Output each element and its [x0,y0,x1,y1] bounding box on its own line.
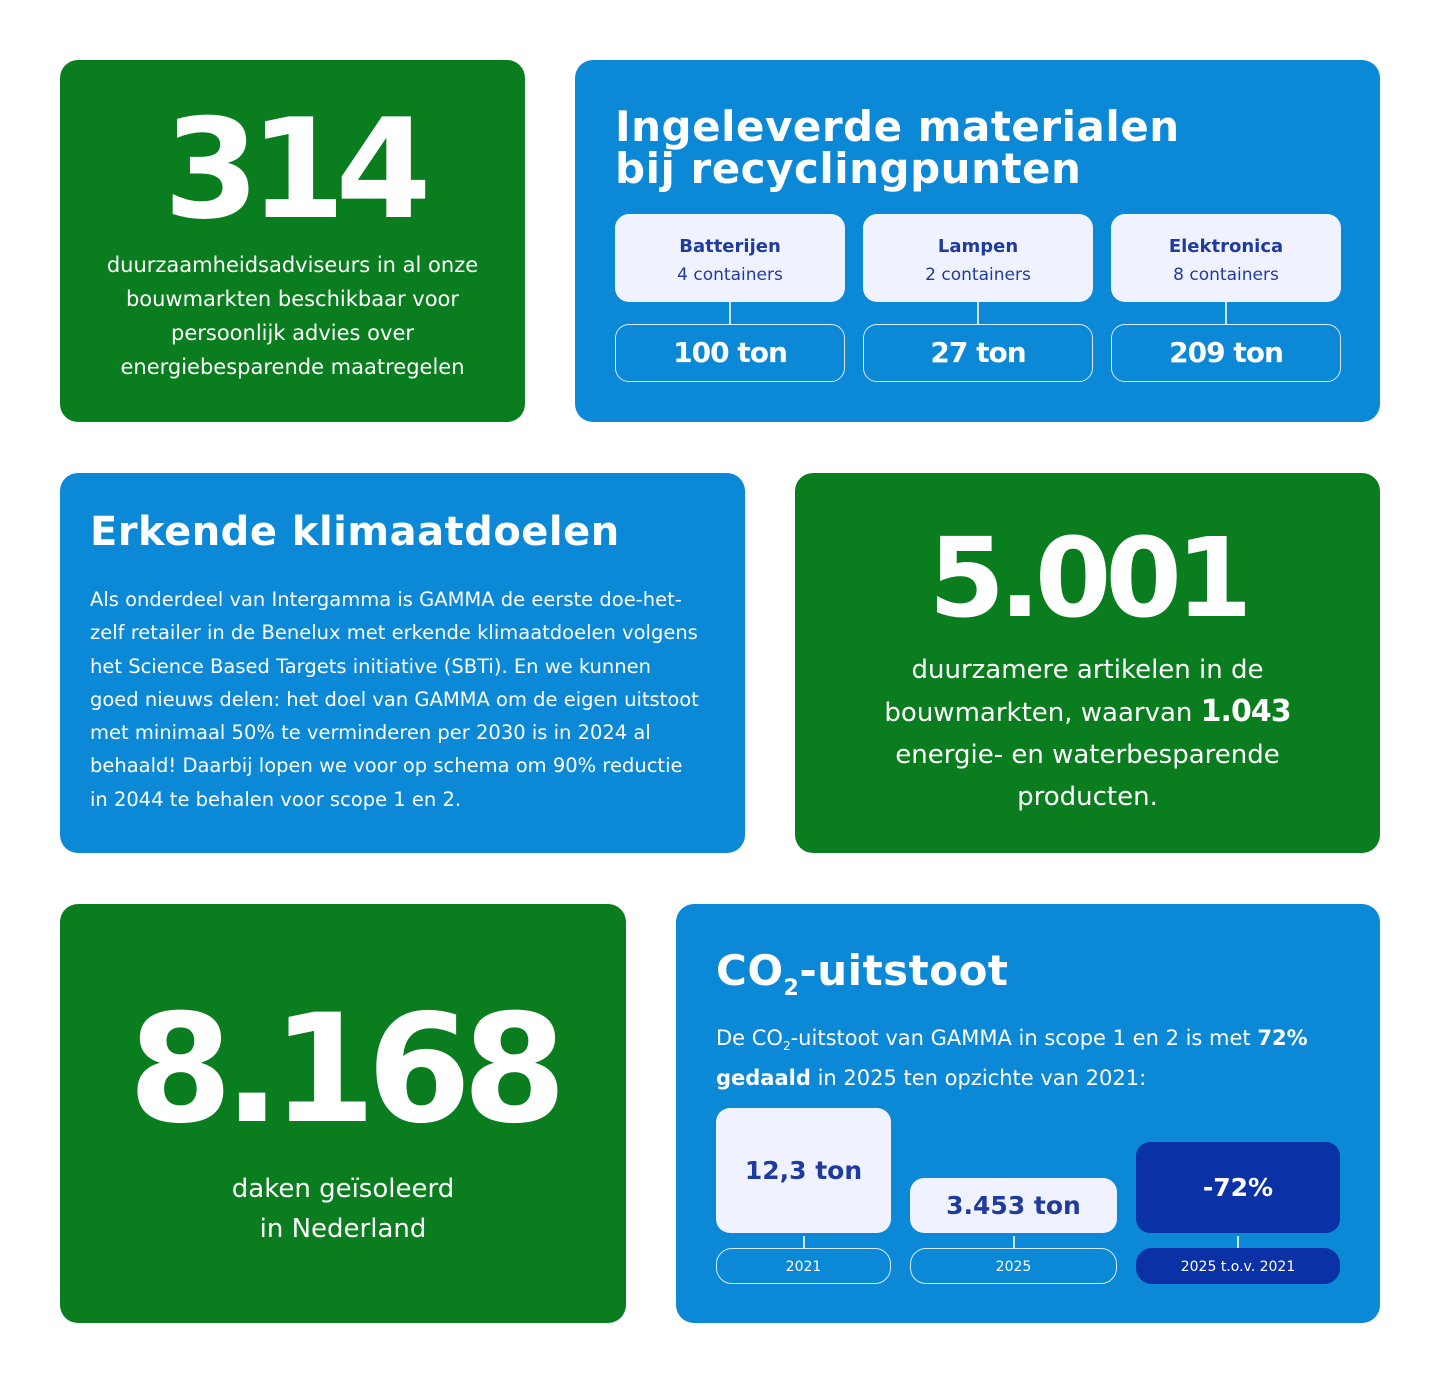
material-name: Elektronica [1168,236,1284,257]
material-amount: 27 ton [863,324,1093,382]
material-amount: 209 ton [1111,324,1341,382]
advisors-card [60,60,525,422]
material-containers: 2 containers [925,265,1031,285]
connector-line [1225,302,1227,324]
co2-body-end: in 2025 ten opzichte van 2021: [810,1066,1147,1091]
co2-title-suffix: -uitstoot [799,946,1009,995]
material-box [615,214,845,302]
material-batterijen [615,214,845,382]
material-box [1111,214,1341,302]
climate-body: Als onderdeel van Intergamma is GAMMA de eerste doe-het-zelf retailer in de Benelux met erkende klimaatdoelen volgens het Science Based Targets initiative (SBTi). En we kunnen goed nieuws delen: het doel van GAMMA om de eigen uitstoot met minimaal 50% te verminderen per 2030 is in 2024 al behaald! Daarbij lopen we voor op schema om 90% reductie in 2044 te behalen voor scope 1 en 2. [90,588,699,811]
co2-bar-2021 [716,1108,891,1284]
roofs-number: 8.168 [128,983,558,1157]
articles-text-before: duurzamere artikelen in de bouwmarkten, waarvan [884,655,1264,728]
material-name: Batterijen [679,236,781,257]
material-name: Lampen [937,236,1019,257]
articles-highlight: 1.043 [1200,694,1291,729]
material-amount: 100 ton [615,324,845,382]
advisors-number: 314 [163,89,422,250]
material-containers: 8 containers [1173,265,1279,285]
recycling-title [615,102,1315,193]
recycling-title-line1: Ingeleverde materialen [615,102,1180,151]
material-containers: 4 containers [677,265,783,285]
co2-body-bold: 72% gedaald [716,1026,1308,1091]
co2-bar-value: 12,3 ton [716,1108,891,1233]
roofs-line2: in Nederland [259,1214,427,1244]
material-lampen [863,214,1093,382]
recycling-title-line2: bij recyclingpunten [615,144,1082,193]
recycling-card [575,60,1380,422]
connector-line [1237,1236,1239,1248]
climate-title: Erkende klimaatdoelen [90,509,620,555]
co2-title-sub: 2 [783,976,800,1001]
articles-number: 5.001 [928,514,1247,642]
connector-line [977,302,979,324]
co2-title [716,946,1009,1001]
roofs-line1: daken geïsoleerd [231,1174,455,1204]
co2-bar-year: 2021 [716,1248,891,1284]
co2-card [676,904,1380,1323]
roofs-card [60,904,626,1323]
connector-line [1013,1236,1015,1248]
co2-bar-reduction [1136,1142,1340,1284]
articles-text-after: energie- en waterbesparende producten. [895,740,1280,812]
articles-description [845,649,1330,818]
co2-bar-year: 2025 t.o.v. 2021 [1136,1248,1340,1284]
co2-bar-value: -72% [1136,1142,1340,1233]
co2-title-prefix: CO [716,946,784,995]
articles-card [795,473,1380,853]
material-elektronica [1111,214,1341,382]
roofs-description [100,1169,586,1249]
co2-bar-value: 3.453 ton [910,1178,1117,1233]
co2-bar-2025 [910,1178,1117,1284]
advisors-description: duurzaamheidsadviseurs in al onze bouwmarkten beschikbaar voor persoonlijk advies over energiebesparende maatregelen [106,253,479,379]
co2-body-middle: -uitstoot van GAMMA in scope 1 en 2 is met [790,1026,1258,1050]
co2-bar-year: 2025 [910,1248,1117,1284]
co2-body [716,1022,1340,1094]
co2-body-prefix: De CO [716,1026,783,1050]
material-box [863,214,1093,302]
connector-line [803,1236,805,1248]
connector-line [729,302,731,324]
co2-body-sub: 2 [782,1039,791,1054]
climate-card [60,473,745,853]
